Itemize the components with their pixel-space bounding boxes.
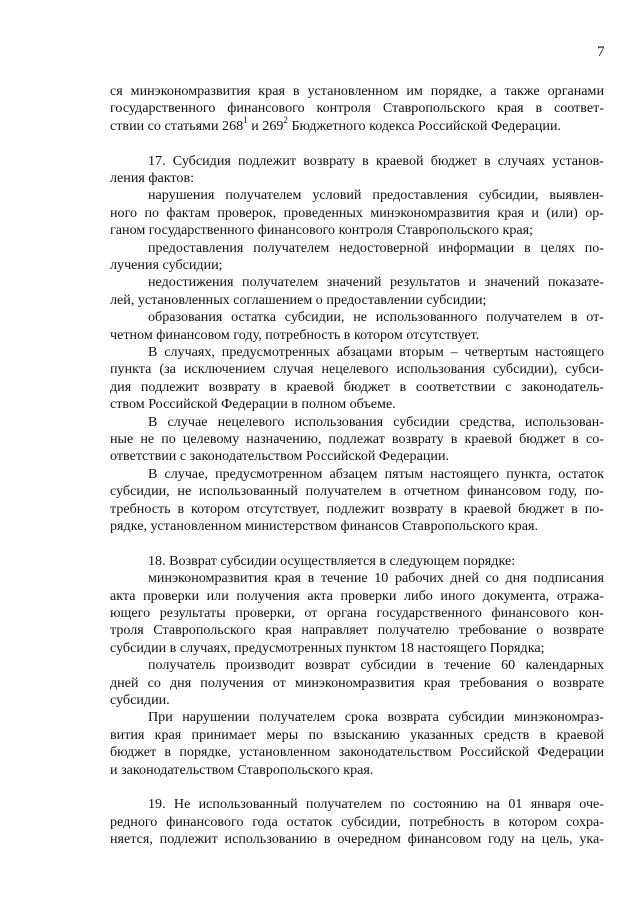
text-line: 19. Не использованный получателем по состоянию на 01 января оче- [148, 796, 604, 813]
text-line: При нарушении получателем срока возврата субсидии минэкономраз- [148, 709, 604, 726]
text-line: ством Российской Федерации в полном объеме. [110, 396, 396, 413]
text-line: ответствии с законодательством Российской Федерации. [110, 448, 450, 465]
text-line: В случае, предусмотренном абзацем пятым настоящего пункта, остаток [148, 465, 604, 482]
text-line: бюджет в порядке, установленном законодательством Российской Федерации [110, 744, 604, 761]
text-line: вития края принимает меры по взысканию указанных средств в краевой [110, 726, 604, 743]
text-line: ления фактов: [110, 170, 195, 186]
text-line: и законодательством Ставропольского края. [110, 761, 374, 778]
text-line: четном финансовом году, потребность в котором отсутствует. [110, 326, 480, 343]
text-line: ствии со статьями $268^1$ и $269^2$ Бюджетного кодекса Российской Федерации. [110, 115, 562, 134]
text-line: ного по фактам проверок, проведенных минэкономразвития края и (или) ор- [110, 204, 604, 221]
text-line: рядке, установленном министерством финансов Ставропольского края. [110, 518, 538, 534]
text-line: 18. Возврат субсидии осуществляется в следующем порядке: [148, 552, 516, 569]
text-line: субсидии. [110, 692, 170, 708]
text-line: недостижения получателем значений результатов и значений показате- [148, 274, 604, 291]
text-line: субсидии в случаях, предусмотренных пунктом 18 настоящего Порядка; [110, 639, 545, 656]
text-line: акта проверки или получения акта проверки либо иного документа, отража- [110, 587, 604, 604]
text-line: ные не по целевому назначению, подлежат возврату в краевой бюджет в со- [110, 431, 604, 447]
text-line: редного финансового года остаток субсидии, потребность в котором сохра- [110, 813, 604, 830]
text-line: субсидии, не использованный получателем в отчетном финансовом году, по- [110, 483, 604, 500]
text-line: 17. Субсидия подлежит возврату в краевой бюджет в случаях установ- [148, 152, 604, 169]
text-line: требность в котором отсутствует, подлежит возврату в краевой бюджет в по- [110, 500, 604, 517]
text-line: государственного финансового контроля Ставропольского края в соответ- [110, 100, 604, 117]
text-line: нарушения получателем условий предоставления субсидии, выявлен- [148, 187, 604, 204]
text-line: В случаях, предусмотренных абзацами вторым – четвертым настоящего [148, 344, 604, 360]
text-line: ганом государственного финансового контроля Ставропольского края; [110, 222, 534, 239]
text-line: лучения субсидии; [110, 257, 223, 273]
text-line: ся минэкономразвития края в установленном им порядке, а также органами [110, 83, 604, 99]
text-line: ющего результаты проверки, от органа государственного финансового кон- [110, 605, 604, 621]
text-line: дия подлежит возврату в краевой бюджет в соответствии с законодатель- [110, 378, 604, 395]
text-line: образования остатка субсидии, не использованного получателем в от- [148, 309, 604, 326]
text-line: няется, подлежит использованию в очередном финансовом году на цель, ука- [110, 831, 604, 848]
text-line: предоставления получателем недостоверной информации в целях по- [148, 239, 604, 256]
text-line: дней со дня получения от минэкономразвития края требования о возврате [110, 674, 604, 691]
text-line: получатель производит возврат субсидии в течение 60 календарных [148, 657, 604, 674]
text-line: пункта (за исключением случая нецелевого использования субсидии), субси- [110, 361, 604, 378]
text-line: В случае нецелевого использования субсидии средства, использован- [148, 413, 604, 430]
text-line: лей, установленных соглашением о предоставлении субсидии; [110, 291, 487, 308]
text-line: троля Ставропольского края направляет получателю требование о возврате [110, 622, 604, 639]
text-line: минэкономразвития края в течение 10 рабочих дней со дня подписания [148, 570, 604, 587]
page-number: 7 [597, 44, 605, 60]
